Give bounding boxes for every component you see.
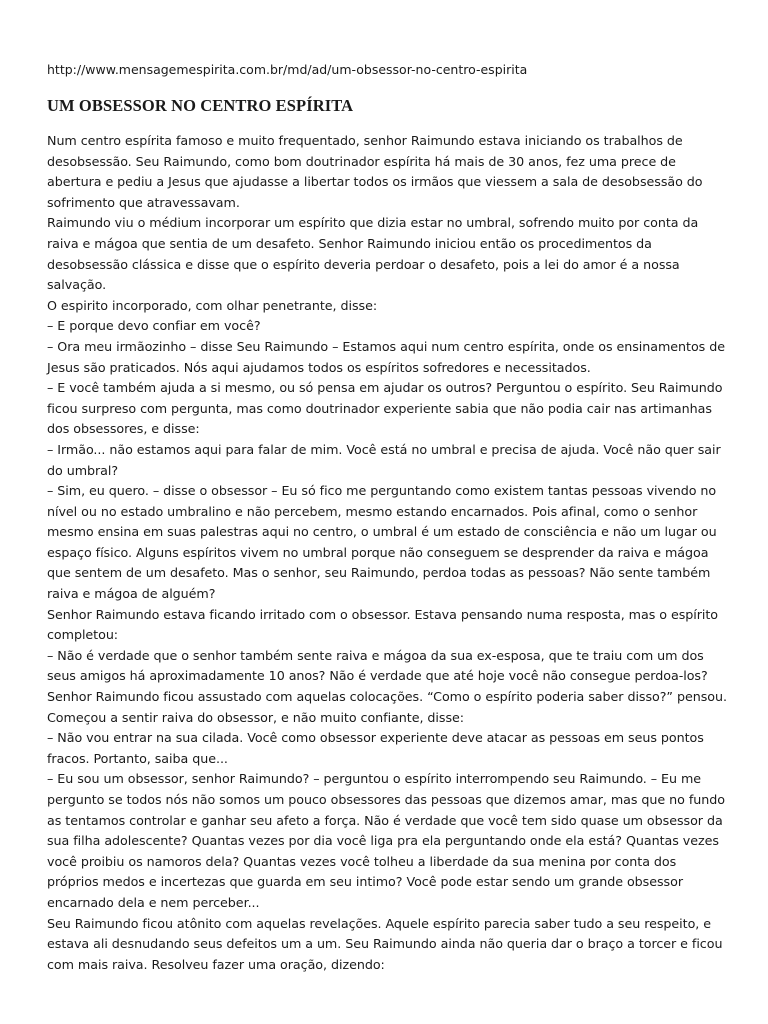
paragraph: – Sim, eu quero. – disse o obsessor – Eu só fico me perguntando como existem tantas pessoas vivendo no nível ou no estado umbralino e não percebem, mesmo estando encarnados. Pois afinal, como o senhor mesmo ensina em suas palestras aqui no centro, o umbral é um estado de consciência e não um lugar ou espaço físico. Alguns espíritos vivem no umbral porque não conseguem se desprender da raiva e mágoa que sentem de um desafeto. Mas o senhor, seu Raimundo, perdoa todas as pessoas? Não sente também raiva e mágoa de alguém? <box>47 483 717 602</box>
paragraph: – Eu sou um obsessor, senhor Raimundo? – perguntou o espírito interrompendo seu Raimundo. – Eu me pergunto se todos nós não somos um pouco obsessores das pessoas que dizemos amar, mas que no fundo as tentamos controlar e ganhar seu afeto a força. Não é verdade que você tem sido quase um obsessor da sua filha adolescente? Quantas vezes por dia você liga pra ela perguntando onde ela está? Quantas vezes você proibiu os namoros dela? Quantas vezes você tolheu a liberdade da sua menina por conta dos próprios medos e incertezas que guarda em seu intimo? Você pode estar sendo um grande obsessor encarnado dela e nem perceber... <box>47 771 725 910</box>
paragraph: – E porque devo confiar em você? <box>47 318 261 334</box>
paragraph: O espirito incorporado, com olhar penetrante, disse: <box>47 297 378 313</box>
paragraph: – Não é verdade que o senhor também sente raiva e mágoa da sua ex-esposa, que te traiu com um dos seus amigos há aproximadamente 10 anos? Não é verdade que até hoje você não consegue perdoa-los? <box>47 647 708 684</box>
page-title: UM OBSESSOR NO CENTRO ESPÍRITA <box>47 96 354 115</box>
paragraph: Senhor Raimundo ficou assustado com aquelas colocações. “Como o espírito poderia saber disso?” pensou. Começou a sentir raiva do obsessor, e não muito confiante, disse: <box>47 689 727 725</box>
paragraph: – E você também ajuda a si mesmo, ou só pensa em ajudar os outros? Perguntou o espírito. Seu Raimundo ficou surpreso com pergunta, mas como doutrinador experiente sabia que não podia cair nas artimanhas dos obsessores, e disse: <box>47 380 723 437</box>
paragraph: Raimundo viu o médium incorporar um espírito que dizia estar no umbral, sofrendo muito por conta da raiva e mágoa que sentia de um desafeto. Senhor Raimundo iniciou então os procedimentos da desobsessão clássica e disse que o espírito deveria perdoar o desafeto, pois a lei do amor é a nossa salvação. <box>47 215 699 293</box>
paragraph: Senhor Raimundo estava ficando irritado com o obsessor. Estava pensando numa resposta, mas o espírito completou: <box>47 606 719 643</box>
paragraph: – Irmão... não estamos aqui para falar de mim. Você está no umbral e precisa de ajuda. Você não quer sair do umbral? <box>47 441 721 478</box>
paragraph: Seu Raimundo ficou atônito com aquelas revelações. Aquele espírito parecia saber tudo a seu respeito, e estava ali desnudando seus defeitos um a um. Seu Raimundo ainda não queria dar o braço a torcer e ficou com mais raiva. Resolveu fazer uma oração, dizendo: <box>47 915 723 972</box>
paragraph: – Não vou entrar na sua cilada. Você como obsessor experiente deve atacar as pessoas em seus pontos fracos. Portanto, saiba que... <box>47 730 704 766</box>
paragraph: – Ora meu irmãozinho – disse Seu Raimundo – Estamos aqui num centro espírita, onde os ensinamentos de Jesus são praticados. Nós aqui ajudamos todos os espíritos sofredores e necessitados. <box>47 338 725 375</box>
paragraph: Num centro espírita famoso e muito frequentado, senhor Raimundo estava iniciando os trabalhos de desobsessão. Seu Raimundo, como bom doutrinador espírita há mais de 30 anos, fez uma prece de abertura e pediu a Jesus que ajudasse a libertar todos os irmãos que viessem a sala de desobsessão do sofrimento que atravessavam. <box>47 133 703 210</box>
document-page <box>47 60 727 975</box>
article-body <box>47 131 727 975</box>
source-url: http://www.mensagemespirita.com.br/md/ad/um-obsessor-no-centro-espirita <box>47 62 528 77</box>
